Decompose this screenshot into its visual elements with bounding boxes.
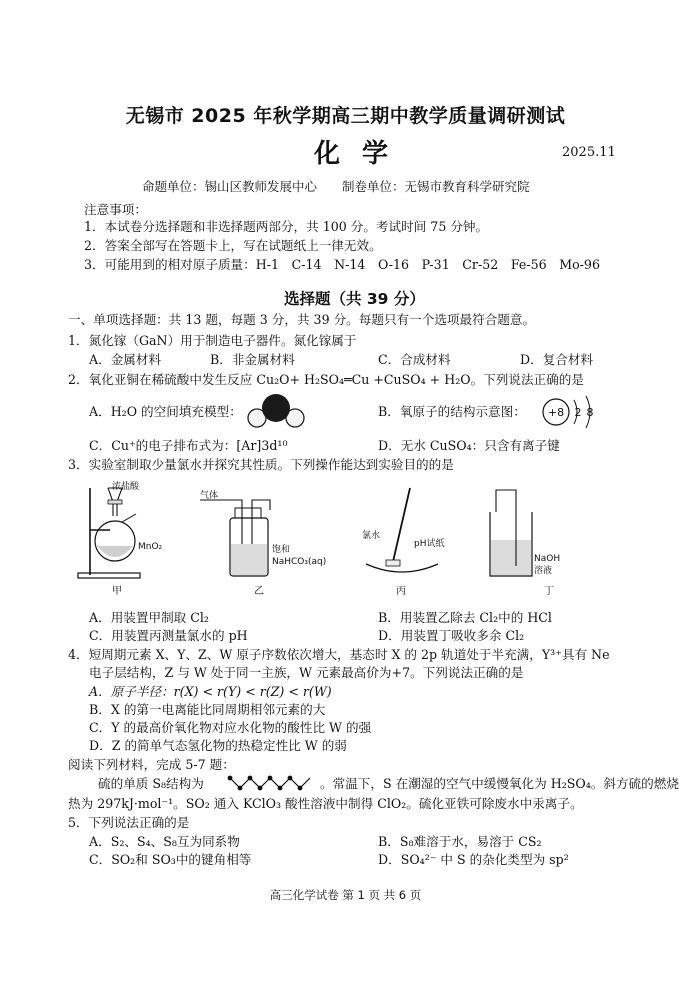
q2-option-b: B．氧原子的结构示意图： [378, 404, 526, 419]
q1-option-b: B．非金属材料 [210, 352, 295, 367]
label-gas: 气体 [200, 491, 219, 501]
question-4-stem-line1: 4．短周期元素 X、Y、Z、W 原子序数依次增大，基态时 X 的 2p 轨道处于半充满，Y³⁺具有 Ne [68, 647, 610, 662]
beaker-liquid [491, 540, 531, 575]
exam-date: 2025.11 [562, 145, 616, 160]
s-atom [248, 776, 253, 781]
q2-option-d: D．无水 CuSO₄：只含有离子键 [378, 438, 560, 453]
ph-paper [386, 560, 400, 566]
section-instruction: 一、单项选择题：共 13 题，每题 3 分，共 39 分。每题只有一个选项最符合题意。 [68, 312, 536, 327]
label-jia: 甲 [112, 586, 122, 597]
label-conc-hcl: 浓盐酸 [112, 482, 140, 492]
s-atom [258, 786, 263, 791]
reading-line1-end: 。常温下，S 在潮湿的空气中缓慢氧化为 H₂SO₄。斜方硫的燃烧 [320, 776, 679, 791]
reading-line1-start: 硫的单质 S₈结构为 [98, 776, 204, 791]
q4-option-d: D．Z 的简单气态氢化物的热稳定性比 W 的弱 [89, 738, 347, 753]
apparatus-bing [362, 488, 444, 597]
watch-glass [366, 564, 438, 572]
q4-option-a: A．原子半径：r(X) < r(Y) < r(Z) < r(W) [89, 684, 332, 699]
section-title: 选择题（共 39 分） [284, 290, 425, 308]
label-naoh: NaOH [534, 554, 561, 564]
shell-2-count: 8 [586, 406, 594, 419]
oxygen-atom [262, 394, 290, 422]
notice-heading: 注意事项： [84, 202, 147, 217]
s-atom [298, 786, 303, 791]
q2-option-a: A．H₂O 的空间填充模型： [89, 404, 242, 419]
q3-option-b: B．用装置乙除去 Cl₂中的 HCl [378, 610, 552, 625]
q3-option-d: D．用装置丁吸收多余 Cl₂ [378, 628, 525, 643]
apparatus-ding [490, 490, 560, 597]
q4-option-b: B．X 的第一电离能比同周期相邻元素的大 [89, 702, 326, 717]
question-2-stem: 2．氧化亚铜在稀硫酸中发生反应 Cu₂O+ H₂SO₄═Cu +CuSO₄ + H₂O。下列说法正确的是 [68, 372, 584, 387]
question-4-stem-line2: 电子层结构，Z 与 W 处于同一主族，W 元素最高价为+7。下列说法正确的是 [89, 665, 524, 680]
page-footer: 高三化学试卷 第 1 页 共 6 页 [269, 888, 422, 902]
question-1-stem: 1．氮化镓（GaN）用于制造电子器件。氮化镓属于 [68, 333, 357, 348]
q1-option-a: A．金属材料 [89, 352, 162, 367]
apparatus-jia [78, 480, 163, 597]
q5-option-a: A．S₂、S₄、S₈互为同系物 [89, 834, 240, 849]
s-atom [278, 786, 283, 791]
glass-rod [392, 488, 410, 566]
q3-option-a: A．用装置甲制取 Cl₂ [89, 610, 209, 625]
stand-base [78, 573, 140, 578]
q5-option-b: B．S₈难溶于水，易溶于 CS₂ [378, 834, 542, 849]
apparatus-figure [70, 478, 630, 600]
issuing-units: 命题单位：锡山区教师发展中心 制卷单位：无锡市教育科学研究院 [142, 179, 530, 194]
q5-option-d: D．SO₄²⁻ 中 S 的杂化类型为 sp² [378, 852, 569, 867]
flask-outlet [122, 514, 136, 522]
funnel-stopcock [108, 500, 122, 504]
question-3-stem: 3．实验室制取少量氯水并探究其性质。下列操作能达到实验目的的是 [68, 457, 454, 472]
reading-line2: 热为 297kJ·mol⁻¹。SO₂ 通入 KClO₃ 酸性溶液中制得 ClO₂。硫化亚铁可除废水中汞离子。 [68, 796, 583, 811]
s-atom [288, 776, 293, 781]
label-solution: 溶液 [534, 566, 553, 576]
notice-item-2: 2．答案全部写在答题卡上，写在试题纸上一律无效。 [84, 238, 382, 253]
label-ph-paper: pH试纸 [414, 539, 445, 549]
apparatus-yi [200, 489, 326, 597]
nucleus-charge: +8 [547, 406, 565, 419]
label-bing: 丙 [396, 586, 406, 597]
reading-intro: 阅读下列材料，完成 5-7 题： [68, 757, 235, 772]
q3-option-c: C．用装置丙测量氯水的 pH [89, 628, 248, 643]
bottle-stopper [235, 508, 261, 518]
label-nahco3: NaHCO₃(aq) [272, 557, 327, 567]
label-yi: 乙 [254, 586, 264, 597]
exam-title: 无锡市 2025 年秋学期高三期中教学质量调研测试 [125, 105, 566, 127]
bottle-liquid [231, 544, 267, 575]
q1-option-d: D．复合材料 [520, 352, 594, 367]
label-ding: 丁 [544, 586, 554, 597]
label-chlorine-water: 氯水 [362, 531, 381, 541]
s-atom [238, 786, 243, 791]
s-atom [228, 776, 233, 781]
s-atom [268, 776, 273, 781]
question-5-stem: 5．下列说法正确的是 [68, 815, 190, 830]
q4-option-c: C．Y 的最高价氧化物对应水化物的酸性比 W 的强 [89, 720, 372, 735]
label-saturated: 饱和 [272, 545, 291, 555]
q1-option-c: C．合成材料 [378, 352, 451, 367]
water-space-filling-model [244, 392, 308, 434]
q2-option-c: C．Cu⁺的电子排布式为：[Ar]3d¹⁰ [89, 438, 288, 453]
subject-title: 化学 [314, 139, 411, 169]
shell-1-count: 2 [574, 406, 582, 419]
notice-item-1: 1．本试卷分选择题和非选择题两部分，共 100 分。考试时间 75 分钟。 [84, 219, 489, 234]
s8-crown-structure [226, 772, 318, 794]
oxygen-structure-diagram [540, 394, 610, 434]
notice-item-3: 3．可能用到的相对原子质量：H-1 C-14 N-14 O-16 P-31 Cr-52 Fe-56 Mo-96 [84, 257, 600, 272]
flask-liquid [97, 546, 133, 557]
q5-option-c: C．SO₂和 SO₃中的键角相等 [89, 852, 252, 867]
label-mno2: MnO₂ [138, 542, 163, 552]
